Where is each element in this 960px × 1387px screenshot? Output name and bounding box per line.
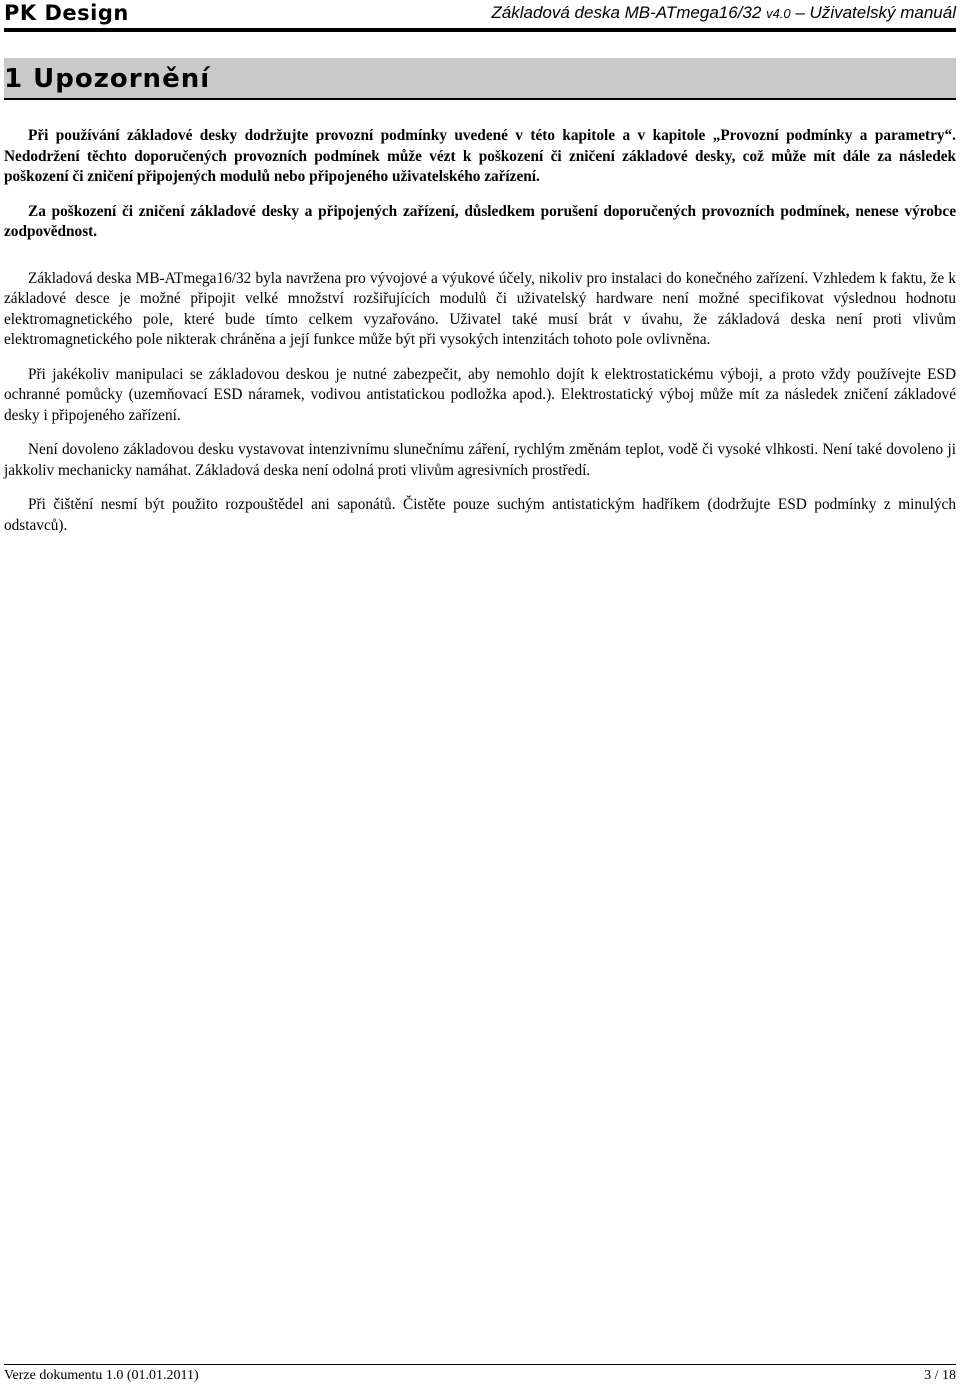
document-subtitle: Uživatelský manuál [809,3,956,22]
chapter-title: Upozornění [33,64,211,94]
chapter-heading-bar [4,58,956,100]
chapter-number: 1 [4,64,24,94]
brand-logo: PK Design [4,1,129,25]
emc-paragraph: Základová deska MB-ATmega16/32 byla navržena pro vývojové a výukové účely, nikoliv pro instalaci do konečného zařízení. Vzhledem k faktu, že k základové desce je možné připojit velké množství rozšiřujících modulů či uživatelský hardware není možné specifikovat výslednou hodnotu elektromagnetického pole, které bude tímto celkem vyzařováno. Uživatel také musí brát v úvahu, že základová deska není proti vlivům elektromagnetického pole nikterak chráněna a její funkce může být při vysokých intenzitách tohoto pole ovlivněna. [4,269,956,348]
page-header [4,0,956,30]
document-title: Základová deska MB-ATmega16/32 v4.0 – Uživatelský manuál [491,3,956,22]
liability-paragraph: Za poškození či zničení základové desky a připojených zařízení, důsledkem porušení doporučených provozních podmínek, nenese výrobce zodpovědnost. [4,202,956,240]
document-version: v4.0 [766,6,791,21]
environment-paragraph: Není dovoleno základovou desku vystavovat intenzivnímu slunečnímu záření, rychlým změnám teplot, vodě či vysoké vlhkosti. Není také dovoleno ji jakkoliv mechanicky namáhat. Základová deska není odolná proti vlivům agresivních prostředí. [4,441,956,479]
header-rule [4,28,956,32]
footer-version: Verze dokumentu 1.0 (01.01.2011) [4,1368,199,1383]
footer-page-number: 3 / 18 [924,1368,956,1383]
warning-paragraph: Při používání základové desky dodržujte provozní podmínky uvedené v této kapitole a v kapitole „Provozní podmínky a parametry“. Nedodržení těchto doporučených provozních podmínek může vézt k poškození či zničení základové desky, což může mít dále za následek poškození či zničení připojených modulů nebo připojeného uživatelského zařízení. [4,127,956,185]
cleaning-paragraph: Při čištění nesmí být použito rozpouštědel ani saponátů. Čistěte pouze suchým antistatickým hadříkem (dodržujte ESD podmínky z minulých odstavců). [4,496,956,534]
esd-paragraph: Při jakékoliv manipulaci se základovou deskou je nutné zabezpečit, aby nemohlo dojít k elektrostatickému výboji, a proto vždy používejte ESD ochranné pomůcky (uzemňovací ESD náramek, vodivou antistatickou podložka apod.). Elektrostatický výboj může mít za následek zničení základové desky i připojeného zařízení. [4,365,956,424]
page-footer [4,1364,956,1387]
chapter-heading [4,62,210,96]
body-content [4,126,956,550]
document-title-name: Základová deska MB-ATmega16/32 [491,3,762,22]
